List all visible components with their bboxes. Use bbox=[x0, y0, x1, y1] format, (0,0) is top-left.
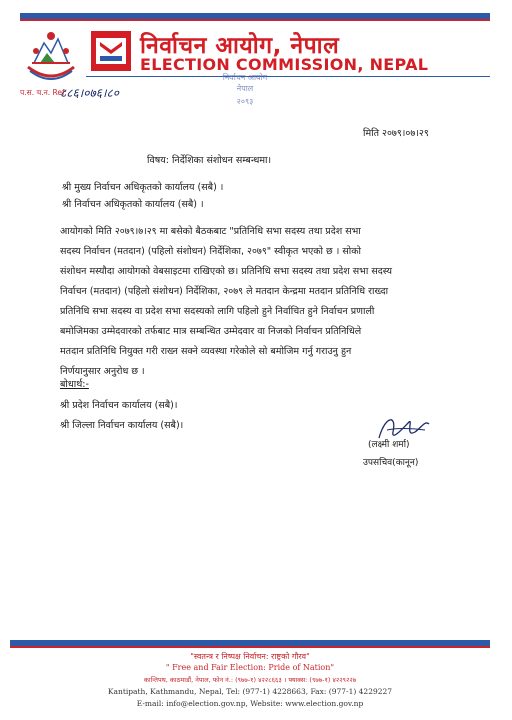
stamp-text: निर्वाचन आयोग bbox=[222, 73, 268, 82]
footer-address-nepali: कान्तिपथ, काठमाडौं, नेपाल, फोन नं.: (९७७-१) ४२२८६६३ । फ्याक्स: (९७७-१) ४२२९२२७ bbox=[143, 676, 357, 684]
body-line: सदस्य निर्वाचन (मतदान) (पहिलो संशोधन) निर्देशिका, २०७९" स्वीकृत भएको छ । सोको bbox=[60, 246, 361, 257]
footer-address-english: Kantipath, Kathmandu, Nepal, Tel: (977-1) 4228663, Fax: (977-1) 4229227 bbox=[107, 687, 393, 696]
reference-number: ८८६।०७६।८० bbox=[60, 86, 120, 100]
election-commission-logo-icon bbox=[90, 30, 132, 72]
header-divider bbox=[86, 76, 490, 77]
cc-item: श्री जिल्ला निर्वाचन कार्यालय (सबै)। bbox=[60, 420, 184, 431]
footer-contact: E-mail: info@election.gov.np, Website: www.election.gov.np bbox=[136, 699, 364, 708]
body-line: मतदान प्रतिनिधि नियुक्त गरी राख्न सक्ने व्यवस्था गरेकोले सो बमोजिम गर्नु गराउनु हुन bbox=[60, 346, 352, 357]
body-line: प्रतिनिधि सभा सदस्य वा प्रदेश सभा सदस्यको लागि पहिलो हुने निर्वाचित हुने निर्वाचन प्रणाली bbox=[60, 306, 375, 317]
header-band-red bbox=[20, 19, 490, 21]
body-line: संशोधन मस्यौदा आयोगको वेबसाइटमा राखिएको छ। प्रतिनिधि सभा सदस्य तथा प्रदेश सभा सदस्य bbox=[60, 266, 393, 277]
footer-slogan-nepali: "स्वतन्त्र र निष्पक्ष निर्वाचन: राष्ट्रको गौरव" bbox=[190, 652, 310, 661]
stamp-number: २०९३ bbox=[236, 97, 254, 106]
received-stamp bbox=[210, 66, 280, 106]
addressee-line: श्री निर्वाचन अधिकृतको कार्यालय (सबै) । bbox=[62, 199, 204, 210]
signatory-title: उपसचिव(कानून) bbox=[363, 458, 419, 468]
office-title-nepali: निर्वाचन आयोग, नेपाल bbox=[140, 33, 340, 59]
footer-slogan-english: " Free and Fair Election: Pride of Nation" bbox=[165, 663, 335, 672]
cc-label: बोधार्थ:- bbox=[60, 379, 89, 390]
cc-item: श्री प्रदेश निर्वाचन कार्यालय (सबै)। bbox=[60, 400, 178, 411]
body-line: बमोजिमका उम्मेदवारको तर्फबाट मात्र सम्बन्धित उम्मेदवार वा निजको निर्वाचन प्रतिनिधिले bbox=[60, 326, 362, 337]
nepal-emblem-icon bbox=[22, 27, 80, 85]
body-line: आयोगको मिति २०७९।७।२९ मा बसेको बैठकबाट "प्रतिनिधि सभा सदस्य तथा प्रदेश सभा bbox=[60, 226, 361, 237]
stamp-text-2: नेपाल bbox=[236, 84, 254, 93]
reference-label: प.स. च.न. Ref: bbox=[20, 88, 67, 97]
body-line: निर्वाचन (मतदान) (पहिलो संशोधन) निर्देशिका, २०७९ ले मतदान केन्द्रमा मतदान प्रतिनिधि राख्दा bbox=[60, 286, 389, 297]
letter-body bbox=[60, 222, 452, 382]
addressee-line: श्री मुख्य निर्वाचन अधिकृतको कार्यालय (सबै) । bbox=[62, 182, 224, 193]
signatory-name: (लक्ष्मी शर्मा) bbox=[368, 440, 410, 450]
letter-subject: विषय: निर्देशिका संशोधन सम्बन्धमा। bbox=[147, 155, 272, 166]
footer-band-red bbox=[10, 646, 490, 648]
body-line: निर्णयानुसार अनुरोध छ । bbox=[60, 366, 145, 377]
letter-date: मिति २०७९।०७।२९ bbox=[363, 128, 429, 139]
office-title-english: ELECTION COMMISSION, NEPAL bbox=[140, 55, 429, 74]
